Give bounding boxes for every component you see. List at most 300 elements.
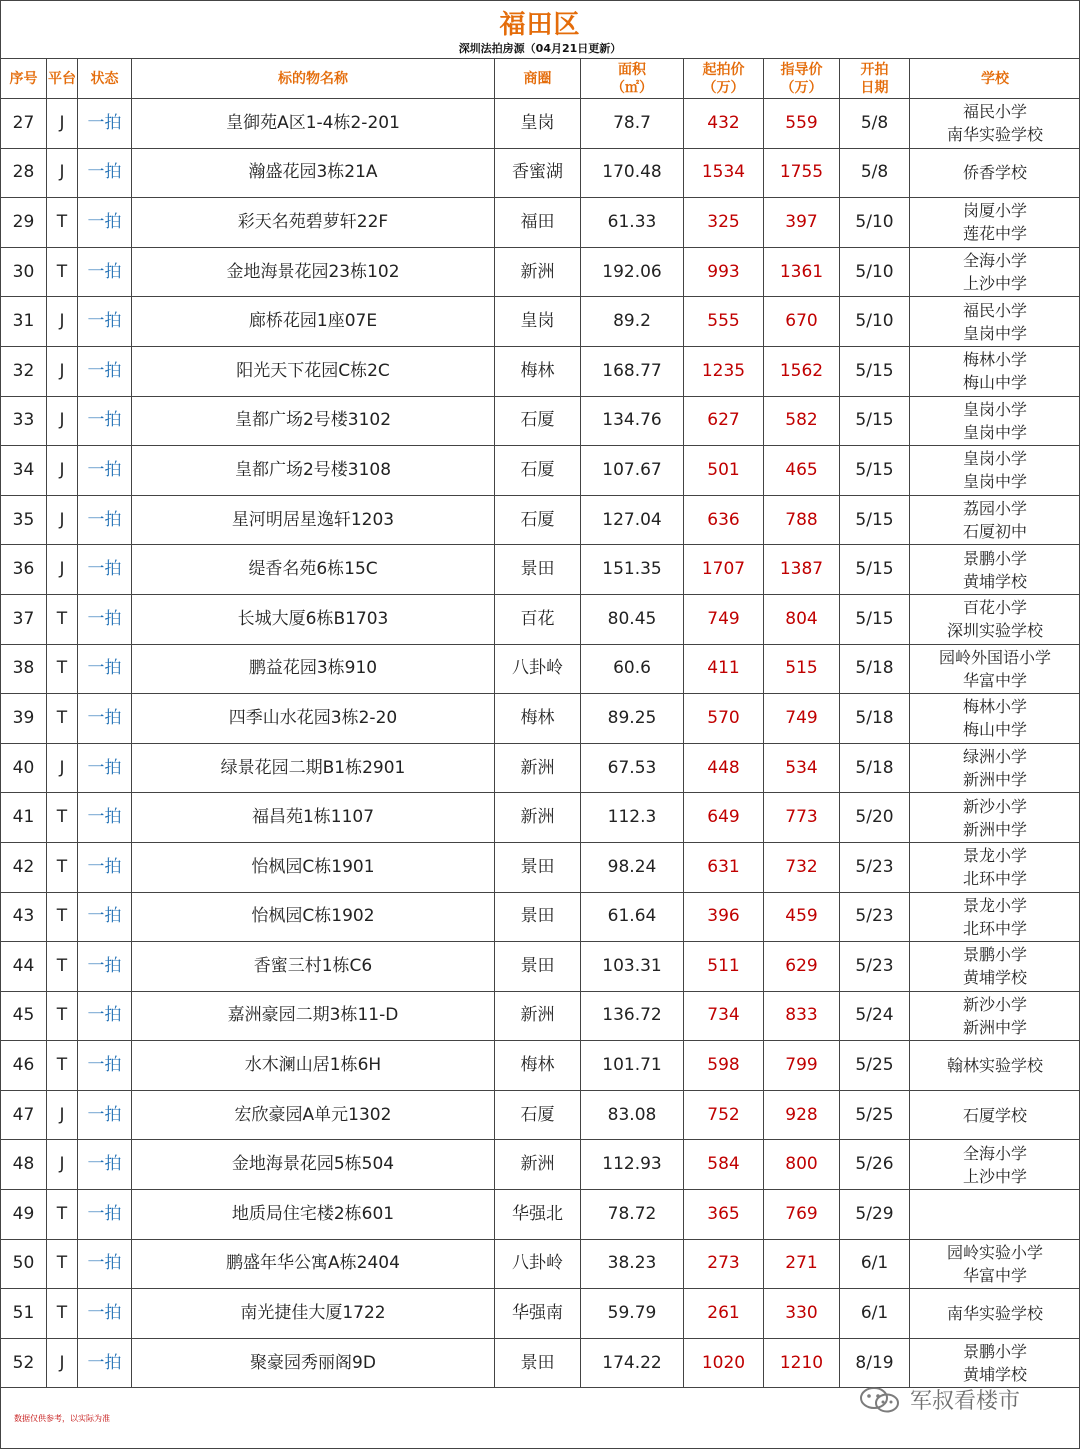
cell-guide-price: 534	[764, 743, 840, 793]
cell-start-price: 993	[684, 247, 764, 297]
cell-name: 鹏盛年华公寓A栋2404	[132, 1239, 495, 1289]
cell-date: 5/15	[840, 446, 910, 496]
cell-zone: 八卦岭	[495, 644, 581, 694]
cell-zone: 福田	[495, 198, 581, 248]
cell-status: 一拍	[78, 694, 132, 744]
cell-no: 28	[1, 148, 47, 198]
cell-zone: 新洲	[495, 991, 581, 1041]
cell-date: 5/23	[840, 842, 910, 892]
cell-date: 5/23	[840, 892, 910, 942]
cell-name: 鹏益花园3栋910	[132, 644, 495, 694]
cell-size: 168.77	[581, 346, 684, 396]
header-start-price: 起拍价 （万）	[684, 59, 764, 99]
school-primary: 园岭外国语小学	[938, 647, 1051, 667]
cell-start-price: 598	[684, 1041, 764, 1091]
table-row	[1, 842, 1080, 892]
cell-date: 5/25	[840, 1041, 910, 1091]
cell-school	[910, 1041, 1080, 1091]
cell-status: 一拍	[78, 1239, 132, 1289]
cell-status: 一拍	[78, 942, 132, 992]
cell-date: 5/10	[840, 247, 910, 297]
cell-platform: T	[47, 594, 78, 644]
cell-platform: T	[47, 842, 78, 892]
cell-guide-price: 271	[764, 1239, 840, 1289]
school-secondary: 上沙中学	[962, 274, 1027, 294]
header-no: 序号	[1, 59, 47, 99]
cell-name: 地质局住宅楼2栋601	[132, 1190, 495, 1240]
cell-no: 40	[1, 743, 47, 793]
table-row	[1, 446, 1080, 496]
cell-size: 101.71	[581, 1041, 684, 1091]
cell-status: 一拍	[78, 1338, 132, 1388]
cell-zone: 华强南	[495, 1289, 581, 1339]
school-primary: 福民小学	[962, 300, 1027, 320]
cell-zone: 皇岗	[495, 297, 581, 347]
cell-school	[910, 247, 1080, 297]
cell-zone: 新洲	[495, 743, 581, 793]
header-school: 学校	[910, 59, 1080, 99]
cell-start-price: 1020	[684, 1338, 764, 1388]
cell-school	[910, 1140, 1080, 1190]
cell-no: 34	[1, 446, 47, 496]
cell-start-price: 273	[684, 1239, 764, 1289]
cell-zone: 景田	[495, 1338, 581, 1388]
cell-name: 南光捷佳大厦1722	[132, 1289, 495, 1339]
cell-guide-price: 749	[764, 694, 840, 744]
table-row	[1, 1190, 1080, 1240]
cell-school	[910, 1090, 1080, 1140]
cell-zone: 景田	[495, 842, 581, 892]
cell-name: 金地海景花园5栋504	[132, 1140, 495, 1190]
cell-school	[910, 495, 1080, 545]
cell-date: 5/15	[840, 346, 910, 396]
cell-size: 103.31	[581, 942, 684, 992]
cell-guide-price: 1387	[764, 545, 840, 595]
cell-date: 5/15	[840, 594, 910, 644]
cell-status: 一拍	[78, 247, 132, 297]
listing-table	[0, 58, 1080, 1388]
cell-date: 5/18	[840, 644, 910, 694]
cell-no: 33	[1, 396, 47, 446]
cell-status: 一拍	[78, 545, 132, 595]
cell-date: 5/24	[840, 991, 910, 1041]
cell-date: 5/15	[840, 545, 910, 595]
table-row	[1, 594, 1080, 644]
cell-no: 51	[1, 1289, 47, 1339]
cell-size: 112.93	[581, 1140, 684, 1190]
cell-size: 151.35	[581, 545, 684, 595]
school-secondary: 北环中学	[962, 918, 1027, 938]
table-row	[1, 495, 1080, 545]
cell-date: 5/18	[840, 743, 910, 793]
cell-name: 彩天名苑碧萝轩22F	[132, 198, 495, 248]
cell-platform: T	[47, 1041, 78, 1091]
cell-platform: T	[47, 247, 78, 297]
cell-platform: T	[47, 942, 78, 992]
cell-guide-price: 1361	[764, 247, 840, 297]
table-header-row	[1, 59, 1080, 99]
cell-zone: 香蜜湖	[495, 148, 581, 198]
cell-guide-price: 1562	[764, 346, 840, 396]
cell-size: 89.2	[581, 297, 684, 347]
watermark-text: 军叔看楼市	[910, 1389, 1021, 1414]
cell-date: 6/1	[840, 1239, 910, 1289]
table-row	[1, 198, 1080, 248]
cell-school	[910, 446, 1080, 496]
cell-guide-price: 773	[764, 793, 840, 843]
cell-no: 41	[1, 793, 47, 843]
cell-zone: 梅林	[495, 1041, 581, 1091]
cell-name: 福昌苑1栋1107	[132, 793, 495, 843]
school-primary: 皇岗小学	[962, 449, 1027, 469]
cell-start-price: 396	[684, 892, 764, 942]
cell-no: 48	[1, 1140, 47, 1190]
school-primary: 新沙小学	[962, 994, 1027, 1014]
cell-size: 98.24	[581, 842, 684, 892]
cell-guide-price: 629	[764, 942, 840, 992]
school-secondary: 黄埔学校	[962, 968, 1027, 988]
table-row	[1, 297, 1080, 347]
school-primary: 景龙小学	[962, 846, 1027, 866]
cell-date: 6/1	[840, 1289, 910, 1339]
cell-guide-price: 459	[764, 892, 840, 942]
cell-guide-price: 1755	[764, 148, 840, 198]
page-title: 福田区	[499, 10, 581, 40]
cell-size: 174.22	[581, 1338, 684, 1388]
table-row	[1, 793, 1080, 843]
table-row	[1, 942, 1080, 992]
cell-no: 47	[1, 1090, 47, 1140]
school-primary: 荔园小学	[962, 499, 1027, 519]
cell-start-price: 1534	[684, 148, 764, 198]
cell-date: 5/10	[840, 198, 910, 248]
table-row	[1, 1338, 1080, 1388]
table-row	[1, 1041, 1080, 1091]
cell-start-price: 631	[684, 842, 764, 892]
cell-zone: 八卦岭	[495, 1239, 581, 1289]
cell-size: 112.3	[581, 793, 684, 843]
cell-size: 59.79	[581, 1289, 684, 1339]
cell-size: 136.72	[581, 991, 684, 1041]
cell-start-price: 1707	[684, 545, 764, 595]
watermark	[858, 1384, 1020, 1415]
cell-guide-price: 515	[764, 644, 840, 694]
cell-size: 170.48	[581, 148, 684, 198]
cell-school	[910, 1338, 1080, 1388]
cell-guide-price: 769	[764, 1190, 840, 1240]
cell-status: 一拍	[78, 1289, 132, 1339]
cell-size: 61.64	[581, 892, 684, 942]
cell-start-price: 649	[684, 793, 764, 843]
cell-guide-price: 799	[764, 1041, 840, 1091]
cell-name: 水木澜山居1栋6H	[132, 1041, 495, 1091]
cell-name: 四季山水花园3栋2-20	[132, 694, 495, 744]
cell-start-price: 501	[684, 446, 764, 496]
school-secondary: 新洲中学	[962, 819, 1027, 839]
cell-status: 一拍	[78, 793, 132, 843]
cell-platform: T	[47, 1289, 78, 1339]
cell-school	[910, 1289, 1080, 1339]
cell-school	[910, 991, 1080, 1041]
cell-platform: T	[47, 892, 78, 942]
cell-guide-price: 582	[764, 396, 840, 446]
cell-size: 78.72	[581, 1190, 684, 1240]
cell-size: 107.67	[581, 446, 684, 496]
cell-status: 一拍	[78, 1090, 132, 1140]
cell-date: 5/15	[840, 495, 910, 545]
cell-date: 8/19	[840, 1338, 910, 1388]
cell-platform: J	[47, 1338, 78, 1388]
cell-status: 一拍	[78, 1041, 132, 1091]
header-size: 面积 （㎡）	[581, 59, 684, 99]
cell-guide-price: 397	[764, 198, 840, 248]
school-primary: 园岭实验小学	[946, 1242, 1043, 1262]
cell-platform: J	[47, 495, 78, 545]
cell-no: 31	[1, 297, 47, 347]
cell-no: 35	[1, 495, 47, 545]
cell-school	[910, 297, 1080, 347]
cell-date: 5/18	[840, 694, 910, 744]
school-secondary: 深圳实验学校	[946, 621, 1043, 641]
cell-status: 一拍	[78, 644, 132, 694]
school-secondary: 南华实验学校	[946, 125, 1043, 145]
cell-guide-price: 1210	[764, 1338, 840, 1388]
school-secondary: 华富中学	[962, 1265, 1027, 1285]
table-row	[1, 892, 1080, 942]
cell-name: 廊桥花园1座07E	[132, 297, 495, 347]
school-primary: 全海小学	[962, 1143, 1027, 1163]
cell-zone: 百花	[495, 594, 581, 644]
cell-guide-price: 833	[764, 991, 840, 1041]
cell-zone: 石厦	[495, 495, 581, 545]
cell-status: 一拍	[78, 594, 132, 644]
cell-no: 38	[1, 644, 47, 694]
cell-size: 67.53	[581, 743, 684, 793]
cell-date: 5/8	[840, 99, 910, 149]
cell-date: 5/15	[840, 396, 910, 446]
school-secondary: 新洲中学	[962, 1017, 1027, 1037]
cell-start-price: 636	[684, 495, 764, 545]
cell-start-price: 627	[684, 396, 764, 446]
school-secondary: 上沙中学	[962, 1166, 1027, 1186]
cell-guide-price: 804	[764, 594, 840, 644]
cell-zone: 新洲	[495, 247, 581, 297]
school-primary: 景鹏小学	[962, 1342, 1027, 1362]
cell-school	[910, 545, 1080, 595]
table-row	[1, 1239, 1080, 1289]
cell-status: 一拍	[78, 892, 132, 942]
cell-zone: 景田	[495, 942, 581, 992]
cell-name: 怡枫园C栋1901	[132, 842, 495, 892]
header-guide-price: 指导价 （万）	[764, 59, 840, 99]
cell-status: 一拍	[78, 396, 132, 446]
header-date: 开拍 日期	[840, 59, 910, 99]
cell-platform: J	[47, 346, 78, 396]
cell-date: 5/10	[840, 297, 910, 347]
cell-zone: 景田	[495, 545, 581, 595]
cell-size: 89.25	[581, 694, 684, 744]
cell-name: 瀚盛花园3栋21A	[132, 148, 495, 198]
cell-status: 一拍	[78, 297, 132, 347]
cell-size: 78.7	[581, 99, 684, 149]
cell-platform: J	[47, 446, 78, 496]
cell-name: 皇都广场2号楼3108	[132, 446, 495, 496]
cell-status: 一拍	[78, 1140, 132, 1190]
school-primary: 梅林小学	[962, 350, 1027, 370]
cell-no: 49	[1, 1190, 47, 1240]
cell-zone: 梅林	[495, 694, 581, 744]
cell-name: 阳光天下花园C栋2C	[132, 346, 495, 396]
table-row	[1, 1140, 1080, 1190]
school-secondary: 新洲中学	[962, 770, 1027, 790]
cell-size: 80.45	[581, 594, 684, 644]
cell-no: 50	[1, 1239, 47, 1289]
cell-zone: 新洲	[495, 793, 581, 843]
table-row	[1, 743, 1080, 793]
cell-name: 金地海景花园23栋102	[132, 247, 495, 297]
cell-school	[910, 743, 1080, 793]
school-secondary: 莲花中学	[962, 224, 1027, 244]
cell-platform: J	[47, 1140, 78, 1190]
cell-status: 一拍	[78, 991, 132, 1041]
cell-no: 43	[1, 892, 47, 942]
school-secondary: 华富中学	[962, 670, 1027, 690]
school-primary: 绿洲小学	[962, 747, 1027, 767]
cell-guide-price: 788	[764, 495, 840, 545]
cell-status: 一拍	[78, 446, 132, 496]
school-secondary: 梅山中学	[962, 720, 1027, 740]
cell-school	[910, 1190, 1080, 1240]
table-row	[1, 545, 1080, 595]
cell-no: 39	[1, 694, 47, 744]
school-primary: 百花小学	[962, 598, 1027, 618]
school-secondary: 石厦初中	[962, 522, 1027, 542]
cell-platform: J	[47, 743, 78, 793]
cell-zone: 华强北	[495, 1190, 581, 1240]
cell-start-price: 1235	[684, 346, 764, 396]
table-row	[1, 346, 1080, 396]
cell-zone: 石厦	[495, 1090, 581, 1140]
cell-status: 一拍	[78, 495, 132, 545]
cell-start-price: 570	[684, 694, 764, 744]
school-secondary: 黄埔学校	[962, 571, 1027, 591]
school-secondary: 皇岗中学	[962, 472, 1027, 492]
school-primary: 岗厦小学	[962, 201, 1027, 221]
table-row	[1, 396, 1080, 446]
cell-size: 134.76	[581, 396, 684, 446]
cell-school	[910, 99, 1080, 149]
cell-size: 60.6	[581, 644, 684, 694]
cell-no: 37	[1, 594, 47, 644]
school-primary: 全海小学	[962, 251, 1027, 271]
cell-date: 5/26	[840, 1140, 910, 1190]
cell-school	[910, 644, 1080, 694]
cell-start-price: 325	[684, 198, 764, 248]
school-primary: 景龙小学	[962, 895, 1027, 915]
cell-name: 聚豪园秀丽阁9D	[132, 1338, 495, 1388]
cell-start-price: 555	[684, 297, 764, 347]
cell-platform: J	[47, 396, 78, 446]
cell-platform: T	[47, 694, 78, 744]
cell-school	[910, 346, 1080, 396]
table-row	[1, 99, 1080, 149]
cell-guide-price: 559	[764, 99, 840, 149]
cell-no: 52	[1, 1338, 47, 1388]
school-secondary: 黄埔学校	[962, 1365, 1027, 1385]
cell-size: 83.08	[581, 1090, 684, 1140]
cell-school	[910, 694, 1080, 744]
cell-no: 46	[1, 1041, 47, 1091]
cell-date: 5/8	[840, 148, 910, 198]
cell-start-price: 365	[684, 1190, 764, 1240]
cell-status: 一拍	[78, 198, 132, 248]
cell-date: 5/20	[840, 793, 910, 843]
cell-platform: T	[47, 793, 78, 843]
header-name: 标的物名称	[132, 59, 495, 99]
cell-start-price: 448	[684, 743, 764, 793]
cell-platform: J	[47, 148, 78, 198]
cell-guide-price: 465	[764, 446, 840, 496]
header-zone: 商圈	[495, 59, 581, 99]
cell-guide-price: 732	[764, 842, 840, 892]
cell-size: 61.33	[581, 198, 684, 248]
school-secondary: 北环中学	[962, 869, 1027, 889]
cell-no: 30	[1, 247, 47, 297]
cell-platform: J	[47, 297, 78, 347]
cell-guide-price: 800	[764, 1140, 840, 1190]
cell-school	[910, 793, 1080, 843]
cell-school	[910, 198, 1080, 248]
cell-date: 5/25	[840, 1090, 910, 1140]
cell-name: 长城大厦6栋B1703	[132, 594, 495, 644]
cell-start-price: 752	[684, 1090, 764, 1140]
footer-note: 数据仅供参考，以实际为准	[14, 1414, 110, 1423]
cell-name: 缇香名苑6栋15C	[132, 545, 495, 595]
cell-no: 29	[1, 198, 47, 248]
page-subtitle: 深圳法拍房源（04月21日更新）	[458, 42, 622, 55]
cell-no: 45	[1, 991, 47, 1041]
cell-start-price: 749	[684, 594, 764, 644]
cell-start-price: 432	[684, 99, 764, 149]
table-row	[1, 247, 1080, 297]
cell-name: 香蜜三村1栋C6	[132, 942, 495, 992]
cell-name: 嘉洲豪园二期3栋11-D	[132, 991, 495, 1041]
cell-guide-price: 330	[764, 1289, 840, 1339]
table-row	[1, 644, 1080, 694]
cell-no: 44	[1, 942, 47, 992]
cell-status: 一拍	[78, 842, 132, 892]
cell-zone: 景田	[495, 892, 581, 942]
school-secondary: 皇岗中学	[962, 422, 1027, 442]
cell-name: 怡枫园C栋1902	[132, 892, 495, 942]
cell-zone: 新洲	[495, 1140, 581, 1190]
school-secondary: 皇岗中学	[962, 323, 1027, 343]
header-platform: 平台	[47, 59, 78, 99]
school-primary: 石厦学校	[962, 1105, 1027, 1125]
cell-status: 一拍	[78, 743, 132, 793]
cell-guide-price: 928	[764, 1090, 840, 1140]
cell-no: 32	[1, 346, 47, 396]
cell-start-price: 511	[684, 942, 764, 992]
cell-platform: T	[47, 644, 78, 694]
cell-platform: T	[47, 991, 78, 1041]
cell-name: 皇御苑A区1-4栋2-201	[132, 99, 495, 149]
school-primary: 侨香学校	[962, 163, 1027, 183]
cell-no: 27	[1, 99, 47, 149]
school-primary: 南华实验学校	[946, 1304, 1043, 1324]
cell-school	[910, 1239, 1080, 1289]
cell-start-price: 261	[684, 1289, 764, 1339]
